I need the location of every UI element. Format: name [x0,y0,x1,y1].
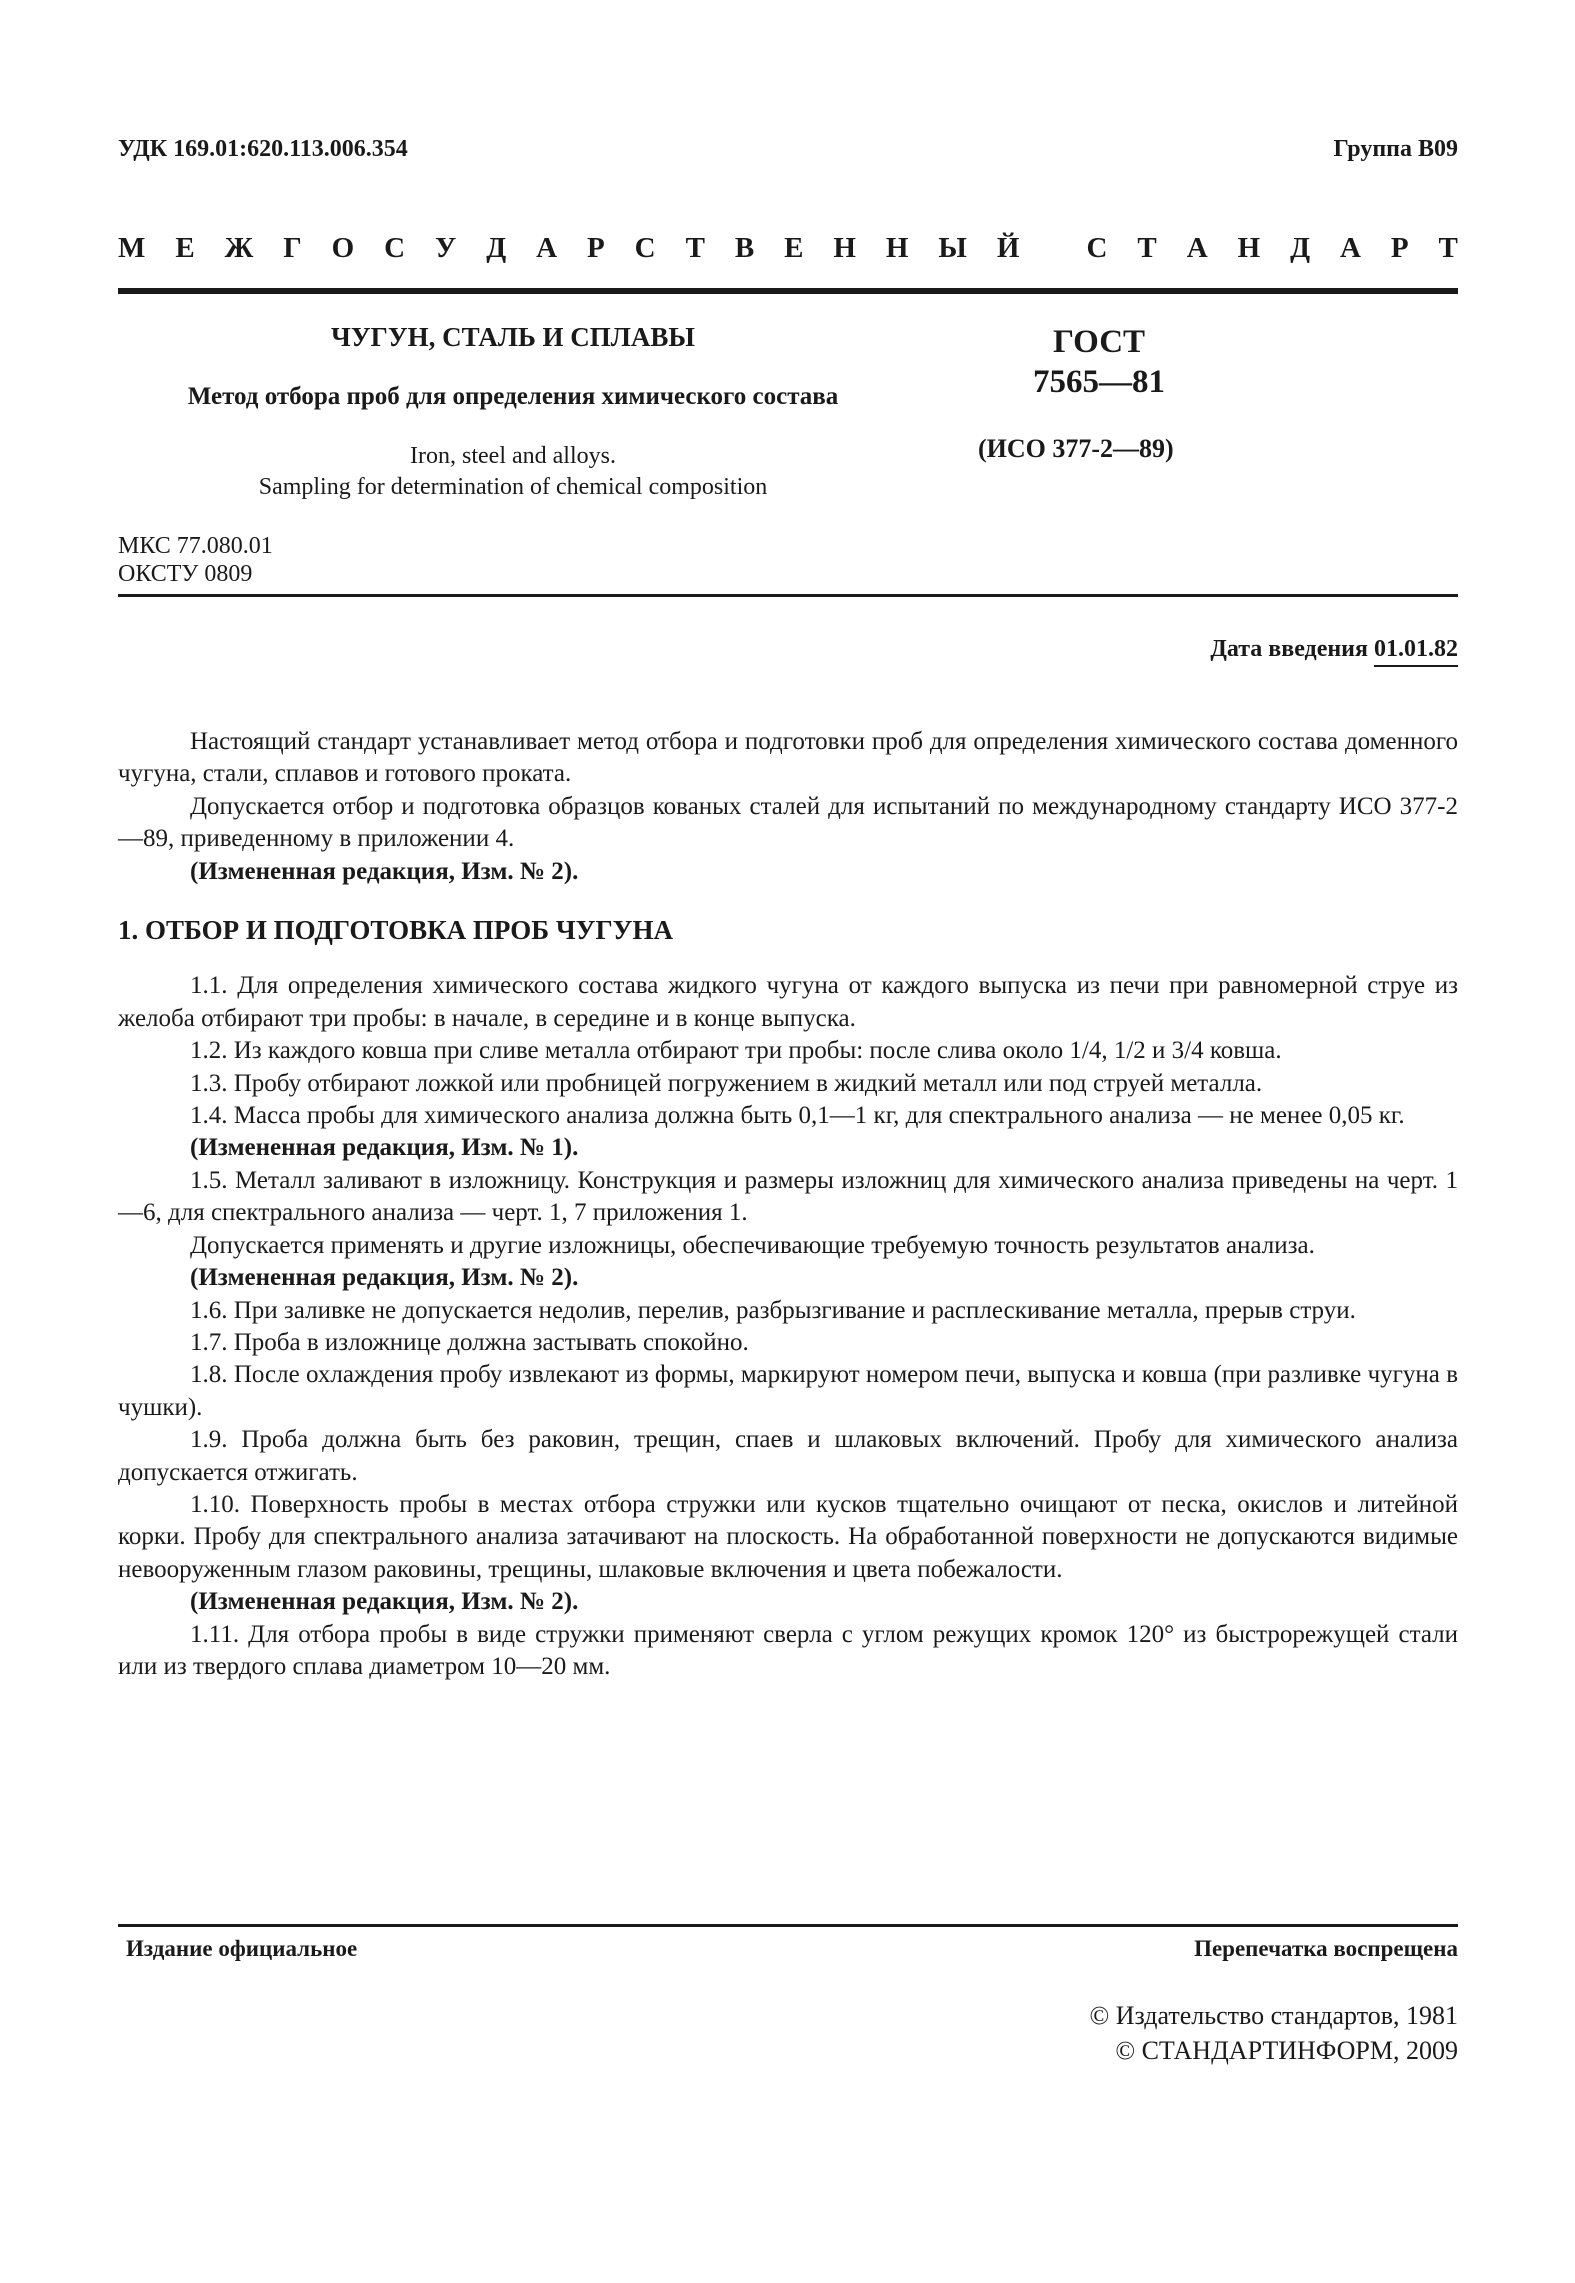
interstate-heading-letter: Й [996,232,1020,264]
interstate-heading-letter: Е [784,232,804,264]
interstate-heading-letter: Н [1237,232,1261,264]
section-heading: 1. ОТБОР И ПОДГОТОВКА ПРОБ ЧУГУНА [118,915,673,946]
amendment-note: (Измененная редакция, Изм. № 2). [190,857,579,885]
english-title-line-2: Sampling for determination of chemical composition [258,474,768,500]
body-paragraph: 1.11. Для отбора пробы в виде стружки применяют сверла с углом режущих кромок 120° из быстрорежущей стали или из твердого сплава диаметром 10—20 мм. [118,1620,1458,1680]
interstate-heading-letter: С [634,232,656,264]
gost-number: 7565—81 [1033,364,1165,400]
interstate-heading-letter: В [734,232,755,264]
document-subtitle: Метод отбора проб для определения химического состава [187,383,839,410]
body-paragraph: 1.7. Проба в изложнице должна застывать спокойно. [190,1328,749,1356]
okstu-code: ОКСТУ 0809 [118,561,253,587]
body-paragraph: Допускается отбор и подготовка образцов кованых сталей для испытаний по международному стандарту ИСО 377-2—89, приведенному в приложении 4. [118,792,1458,853]
interstate-heading-letter [1049,232,1056,265]
interstate-heading-letter: Т [685,232,705,264]
amendment-note: (Измененная редакция, Изм. № 2). [190,1264,579,1292]
body-paragraph: 1.3. Пробу отбирают ложкой или пробницей погружением в жидкий металл или под струей металла. [190,1069,1263,1097]
body-paragraph: 1.10. Поверхность пробы в местах отбора стружки или кусков тщательно очищают от песка, окислов и литейной корки. Пробу для спектрального анализа затачивают на плоскость. На обработанной поверхности не допускаются видимые невооруженным глазом раковины, трещины, шлаковые включения и цвета побежалости. [118,1490,1458,1583]
body-paragraph: 1.9. Проба должна быть без раковин, трещин, спаев и шлаковых включений. Пробу для химического анализа допускается отжигать. [118,1426,1458,1486]
header-rule [118,288,1458,294]
document-body [118,726,1458,1683]
interstate-heading-letter: Н [885,232,909,264]
body-paragraph: Настоящий стандарт устанавливает метод отбора и подготовки проб для определения химического состава доменного чугуна, стали, сплавов и готового проката. [118,728,1458,788]
interstate-heading-letter: Р [587,232,605,264]
interstate-heading-letter: А [1339,232,1361,264]
interstate-standard-heading [118,232,1458,265]
introduction-date [1210,636,1458,667]
body-paragraph: 1.5. Металл заливают в изложницу. Конструкция и размеры изложниц для химического анализа приведены на черт. 1—6, для спектрального анализа — черт. 1, 7 приложения 1. [118,1166,1458,1227]
copyright-line-1: © Издательство стандартов, 1981 [1089,2001,1458,2030]
footer-rule [118,1924,1458,1927]
reprint-prohibited-label: Перепечатка воспрещена [1194,1936,1458,1961]
introduction-date-label: Дата введения [1210,636,1368,662]
english-title-line-1: Iron, steel and alloys. [410,443,616,469]
interstate-heading-letter: Т [1438,232,1458,264]
body-paragraph: 1.6. При заливке не допускается недолив, перелив, разбрызгивание и расплескивание металла, прерыв струи. [190,1296,1356,1324]
document-title: ЧУГУН, СТАЛЬ И СПЛАВЫ [331,322,695,352]
gost-designation [978,322,1458,464]
interstate-heading-letter: Н [833,232,856,264]
amendment-note: (Измененная редакция, Изм. № 1). [190,1134,579,1162]
interstate-heading-letter: А [1186,232,1208,264]
gost-label: ГОСТ [1052,324,1146,360]
interstate-heading-letter: С [1086,232,1108,264]
copyright-block [1089,1998,1458,2068]
interstate-heading-letter: Ж [224,232,254,264]
iso-reference: (ИСО 377-2—89) [978,434,1174,463]
copyright-line-2: © СТАНДАРТИНФОРМ, 2009 [1115,2036,1458,2065]
interstate-heading-letter: А [536,232,558,264]
mks-code: МКС 77.080.01 [118,533,273,559]
interstate-heading-letter: Е [175,232,195,264]
english-title [118,441,908,503]
official-edition-label: Издание официальное [126,1936,358,1961]
interstate-heading-letter: Ы [938,232,967,264]
introduction-date-value: 01.01.82 [1374,636,1458,667]
interstate-heading-letter: Г [283,232,302,264]
interstate-heading-letter: Д [1290,232,1311,264]
title-block [118,322,908,503]
group-code: Группа В09 [1333,136,1458,162]
interstate-heading-letter: Д [486,232,507,264]
classification-codes [118,532,273,588]
interstate-heading-letter: Р [1390,232,1409,264]
codes-rule [118,594,1458,597]
interstate-heading-letter: М [118,232,146,264]
body-paragraph: Допускается применять и другие изложницы, обеспечивающие требуемую точность результатов анализа. [190,1231,1315,1259]
body-paragraph: 1.4. Масса пробы для химического анализа должна быть 0,1—1 кг, для спектрального анализа — не менее 0,05 кг. [190,1102,1405,1130]
body-paragraph: 1.8. После охлаждения пробу извлекают из формы, маркируют номером печи, выпуска и ковша (при разливке чугуна в чушки). [118,1361,1458,1421]
gost-number-block [978,322,1220,402]
amendment-note: (Измененная редакция, Изм. № 2). [190,1588,579,1616]
interstate-heading-letter: С [384,232,406,264]
udk-code: УДК 169.01:620.113.006.354 [118,136,408,162]
interstate-heading-letter: О [331,232,355,264]
interstate-heading-letter: Т [1137,232,1157,264]
body-paragraph: 1.2. Из каждого ковша при сливе металла отбирают три пробы: после слива около 1/4, 1/2 и 3/4 ковша. [190,1037,1282,1065]
body-paragraph: 1.1. Для определения химического состава жидкого чугуна от каждого выпуска из печи при равномерной струе из желоба отбирают три пробы: в начале, в середине и в конце выпуска. [118,972,1458,1032]
interstate-heading-letter: У [435,232,457,264]
